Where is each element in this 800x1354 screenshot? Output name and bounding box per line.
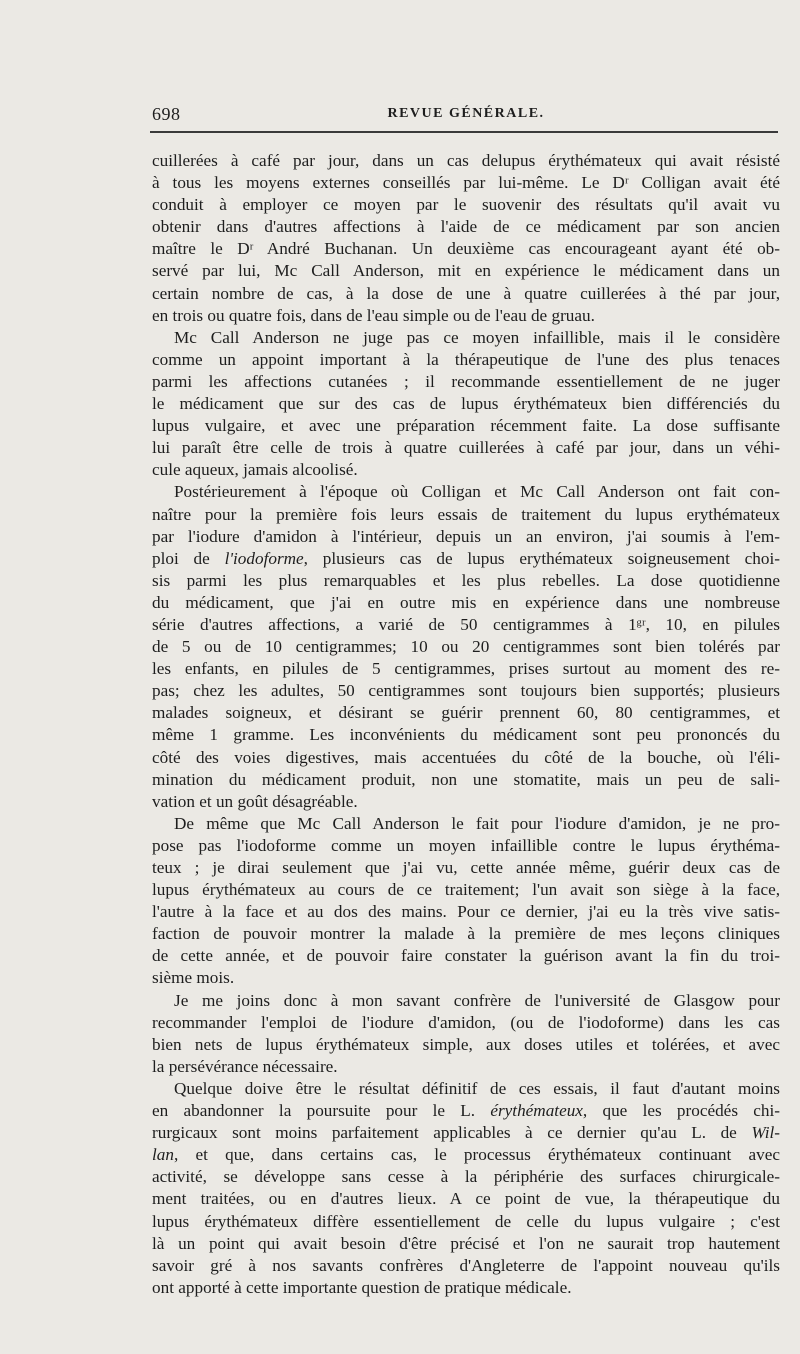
text-line: par l'iodure d'amidon à l'intérieur, depuis un an environ, j'ai soumis à l'em- — [152, 526, 780, 546]
text-line: cule aqueux, jamais alcoolisé. — [152, 460, 358, 480]
text-line: lupus érythémateux diffère essentiellement de celle du lupus vulgaire ; c'est — [152, 1211, 780, 1231]
text-line: teux ; je dirai seulement que j'ai vu, cette année même, guérir deux cas de — [152, 858, 780, 877]
text-line: pas; chez les adultes, 50 centigrammes sont toujours bien supportés; plusieurs — [152, 681, 780, 701]
text-line: de cette année, et de pouvoir faire constater la guérison avant la fin du troi- — [152, 946, 780, 966]
text-line: série d'autres affections, a varié de 50 centigrammes à 1ᵍʳ, 10, en pilules — [152, 614, 780, 634]
text-line: recommander l'emploi de l'iodure d'amidon, (ou de l'iodoforme) dans les cas — [152, 1012, 780, 1032]
text-line: ploi de l'iodoforme, plusieurs cas de lupus erythémateux soigneusement choi- — [152, 548, 780, 568]
text-line: naître pour la première fois leurs essais de traitement du lupus erythémateux — [152, 504, 780, 524]
text-line: faction de pouvoir montrer la malade à la première de mes leçons cliniques — [152, 924, 780, 944]
text-line: servé par lui, Mc Call Anderson, mit en expérience le médicament dans un — [152, 261, 780, 281]
text-line: activité, se développe sans cesse à la périphérie des surfaces chirurgicale- — [152, 1167, 780, 1187]
text-line: lupus vulgaire, et avec une préparation récemment faite. La dose suffisante — [152, 416, 780, 436]
text-line: en trois ou quatre fois, dans de l'eau simple ou de l'eau de gruau. — [152, 305, 595, 325]
text-line: le médicament que sur des cas de lupus érythémateux bien différenciés du — [152, 394, 780, 414]
text-line: sis parmi les plus remarquables et les plus rebelles. La dose quotidienne — [152, 570, 780, 590]
body-text — [152, 150, 780, 1299]
text-line: savoir gré à nos savants confrères d'Angleterre de l'appoint nouveau qu'ils — [152, 1255, 780, 1275]
text-line: sième mois. — [152, 968, 235, 988]
text-line: côté des voies digestives, mais accentuées du côté de la bouche, où l'éli- — [152, 747, 780, 767]
text-line: Postérieurement à l'époque où Colligan et Mc Call Anderson ont fait con- — [174, 482, 780, 502]
text-line: parmi les affections cutanées ; il recommande essentiellement de ne juger — [152, 371, 780, 391]
text-line: mination du médicament produit, non une stomatite, mais un peu de sali- — [152, 769, 780, 789]
text-line: du médicament, que j'ai en outre mis en expérience dans une nombreuse — [152, 592, 780, 612]
text-line: Quelque doive être le résultat définitif de ces essais, il faut d'autant moins — [174, 1078, 780, 1098]
text-line: la persévérance nécessaire. — [152, 1056, 338, 1076]
text-line: vation et un goût désagréable. — [152, 791, 358, 811]
header-rule — [150, 131, 778, 133]
text-line: certain nombre de cas, à la dose de une à quatre cuillerées à thé par jour, — [152, 283, 780, 303]
text-line: lui paraît être celle de trois à quatre cuillerées à café par jour, dans un véhi- — [152, 438, 780, 458]
text-line: même 1 gramme. Les inconvénients du médicament sont peu prononcés du — [152, 725, 780, 745]
text-line: maître le Dʳ André Buchanan. Un deuxième cas encourageant ayant été ob- — [152, 239, 780, 259]
text-line: ment traitées, ou en d'autres lieux. A ce point de vue, la thérapeutique du — [152, 1189, 780, 1209]
text-line: en abandonner la poursuite pour le L. érythémateux, que les procédés chi- — [152, 1101, 780, 1121]
text-line: Je me joins donc à mon savant confrère de l'université de Glasgow pour — [174, 990, 780, 1010]
text-line: obtenir dans d'autres affections à l'aide de ce médicament par son ancien — [152, 217, 780, 237]
text-line: l'autre à la face et au dos des mains. Pour ce dernier, j'ai eu la très vive satis- — [152, 902, 780, 922]
text-line: conduit à employer ce moyen par le suovenir des résultats qu'il avait vu — [152, 195, 780, 215]
text-line: rurgicaux sont moins parfaitement applicables à ce dernier qu'au L. de Wil- — [152, 1123, 780, 1143]
page-header — [152, 104, 780, 128]
text-line: ont apporté à cette importante question de pratique médicale. — [152, 1277, 572, 1297]
text-line: cuillerées à café par jour, dans un cas delupus érythémateux qui avait résisté — [152, 151, 780, 170]
running-title: REVUE GÉNÉRALE. — [387, 106, 545, 121]
text-line: comme un appoint important à la thérapeutique de l'une des plus tenaces — [152, 349, 780, 369]
text-line: à tous les moyens externes conseillés par lui-même. Le Dʳ Colligan avait été — [152, 173, 780, 193]
text-line: lupus érythémateux au cours de ce traitement; l'un avait son siège à la face, — [152, 880, 780, 900]
text-line: là un point qui avait besoin d'être précisé et l'on ne saurait trop hautement — [152, 1233, 780, 1253]
text-line: Mc Call Anderson ne juge pas ce moyen infaillible, mais il le considère — [174, 327, 780, 347]
page-number: 698 — [152, 104, 181, 124]
text-line: pose pas l'iodoforme comme un moyen infaillible contre le lupus érythéma- — [152, 835, 780, 855]
text-line: De même que Mc Call Anderson le fait pour l'iodure d'amidon, je ne pro- — [174, 813, 780, 833]
text-line: bien nets de lupus érythémateux simple, aux doses utiles et tolérées, et avec — [152, 1034, 780, 1054]
text-line: malades soigneux, et désirant se guérir prennent 60, 80 centigrammes, et — [152, 703, 780, 723]
text-line: lan, et que, dans certains cas, le processus érythémateux continuant avec — [152, 1145, 780, 1165]
text-line: de 5 ou de 10 centigrammes; 10 ou 20 centigrammes sont bien tolérés par — [152, 637, 780, 657]
text-line: les enfants, en pilules de 5 centigrammes, prises surtout au moment des re- — [152, 659, 780, 679]
